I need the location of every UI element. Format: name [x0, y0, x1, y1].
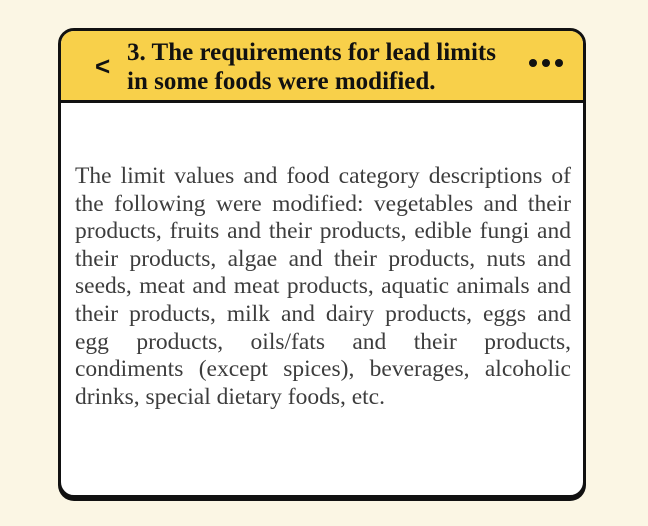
title-line-1: 3. The requirements for lead limits	[127, 39, 496, 66]
more-dots-icon[interactable]	[526, 51, 566, 75]
info-card	[58, 28, 586, 498]
title-line-2: in some foods were modified.	[127, 68, 436, 95]
body-paragraph: The limit values and food category descriptions of the following were modified: vegetables and their products, fruits and their products, edible fungi and their products, algae and their products, nuts and seeds, meat and meat products, aquatic animals and their products, milk and dairy products, eggs and egg products, oils/fats and their products, condiments (except spices), beverages, alcoholic drinks, special dietary foods, etc.	[75, 163, 571, 410]
page-title	[127, 38, 537, 96]
back-button[interactable]: <	[95, 51, 111, 81]
card-header	[61, 31, 583, 103]
